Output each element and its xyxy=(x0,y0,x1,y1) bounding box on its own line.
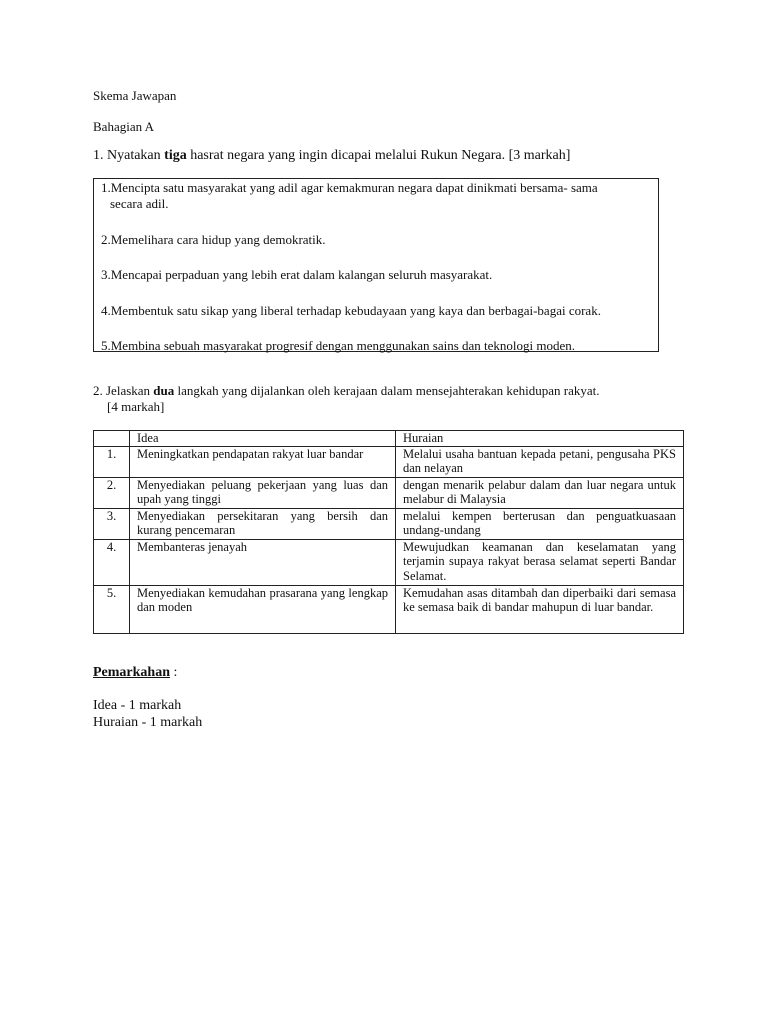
answer-2: 2.Memelihara cara hidup yang demokratik. xyxy=(101,232,326,247)
question-2-prefix: 2. Jelaskan xyxy=(93,383,154,398)
answer-table-2 xyxy=(93,430,684,634)
row-idea: Menyediakan kemudahan prasarana yang lengkap dan moden xyxy=(130,585,396,633)
marking-line-idea: Idea - 1 markah xyxy=(93,698,182,713)
marking-heading-colon: : xyxy=(170,665,178,680)
row-number: 5. xyxy=(94,585,130,633)
question-2-text: langkah yang dijalankan oleh kerajaan dalam mensejahterakan kehidupan rakyat. xyxy=(174,383,600,398)
row-number: 1. xyxy=(94,446,130,477)
row-number: 2. xyxy=(94,477,130,508)
header-huraian: Huraian xyxy=(396,431,684,447)
table-row xyxy=(94,585,684,633)
question-1-text: hasrat negara yang ingin dicapai melalui Rukun Negara. [3 markah] xyxy=(186,148,571,163)
table-row xyxy=(94,477,684,508)
document-title: Skema Jawapan xyxy=(93,88,177,103)
question-1-prefix: 1. Nyatakan xyxy=(93,148,165,163)
question-1 xyxy=(93,147,570,164)
header-idea: Idea xyxy=(130,431,396,447)
section-heading: Bahagian A xyxy=(93,119,155,134)
row-huraian: dengan menarik pelabur dalam dan luar negara untuk melabur di Malaysia xyxy=(396,477,684,508)
table-header-row xyxy=(94,431,684,447)
header-number xyxy=(94,431,130,447)
answer-1 xyxy=(101,180,650,212)
row-idea: Meningkatkan pendapatan rakyat luar bandar xyxy=(130,446,396,477)
question-2 xyxy=(93,383,693,399)
answer-4: 4.Membentuk satu sikap yang liberal terhadap kebudayaan yang kaya dan berbagai-bagai corak. xyxy=(101,303,601,318)
row-idea: Menyediakan persekitaran yang bersih dan kurang pencemaran xyxy=(130,508,396,539)
row-idea: Membanteras jenayah xyxy=(130,539,396,585)
row-huraian: Melalui usaha bantuan kepada petani, pengusaha PKS dan nelayan xyxy=(396,446,684,477)
table-row xyxy=(94,539,684,585)
row-huraian: Kemudahan asas ditambah dan diperbaiki dari semasa ke semasa baik di bandar mahupun di luar bandar. xyxy=(396,585,684,633)
answer-box-1 xyxy=(93,178,659,352)
answer-1-line-2: secara adil. xyxy=(110,196,169,211)
table-row xyxy=(94,446,684,477)
marking-heading xyxy=(93,664,177,681)
marking-heading-text: Pemarkahan xyxy=(93,665,170,680)
answer-1-line-1: 1.Mencipta satu masyarakat yang adil agar kemakmuran negara dapat dinikmati bersama- sama xyxy=(101,180,598,195)
answer-5: 5.Membina sebuah masyarakat progresif dengan menggunakan sains dan teknologi moden. xyxy=(101,338,576,353)
question-2-bold: dua xyxy=(153,383,175,398)
question-1-bold: tiga xyxy=(164,148,187,163)
question-2-marks: [4 markah] xyxy=(107,399,165,414)
row-idea: Menyediakan peluang pekerjaan yang luas dan upah yang tinggi xyxy=(130,477,396,508)
table-row xyxy=(94,508,684,539)
row-huraian: melalui kempen berterusan dan penguatkuasaan undang-undang xyxy=(396,508,684,539)
row-number: 3. xyxy=(94,508,130,539)
marking-line-huraian: Huraian - 1 markah xyxy=(93,715,203,730)
answer-3: 3.Mencapai perpaduan yang lebih erat dalam kalangan seluruh masyarakat. xyxy=(101,267,493,282)
row-huraian: Mewujudkan keamanan dan keselamatan yang terjamin supaya rakyat berasa selamat seperti Bandar Selamat. xyxy=(396,539,684,585)
row-number: 4. xyxy=(94,539,130,585)
